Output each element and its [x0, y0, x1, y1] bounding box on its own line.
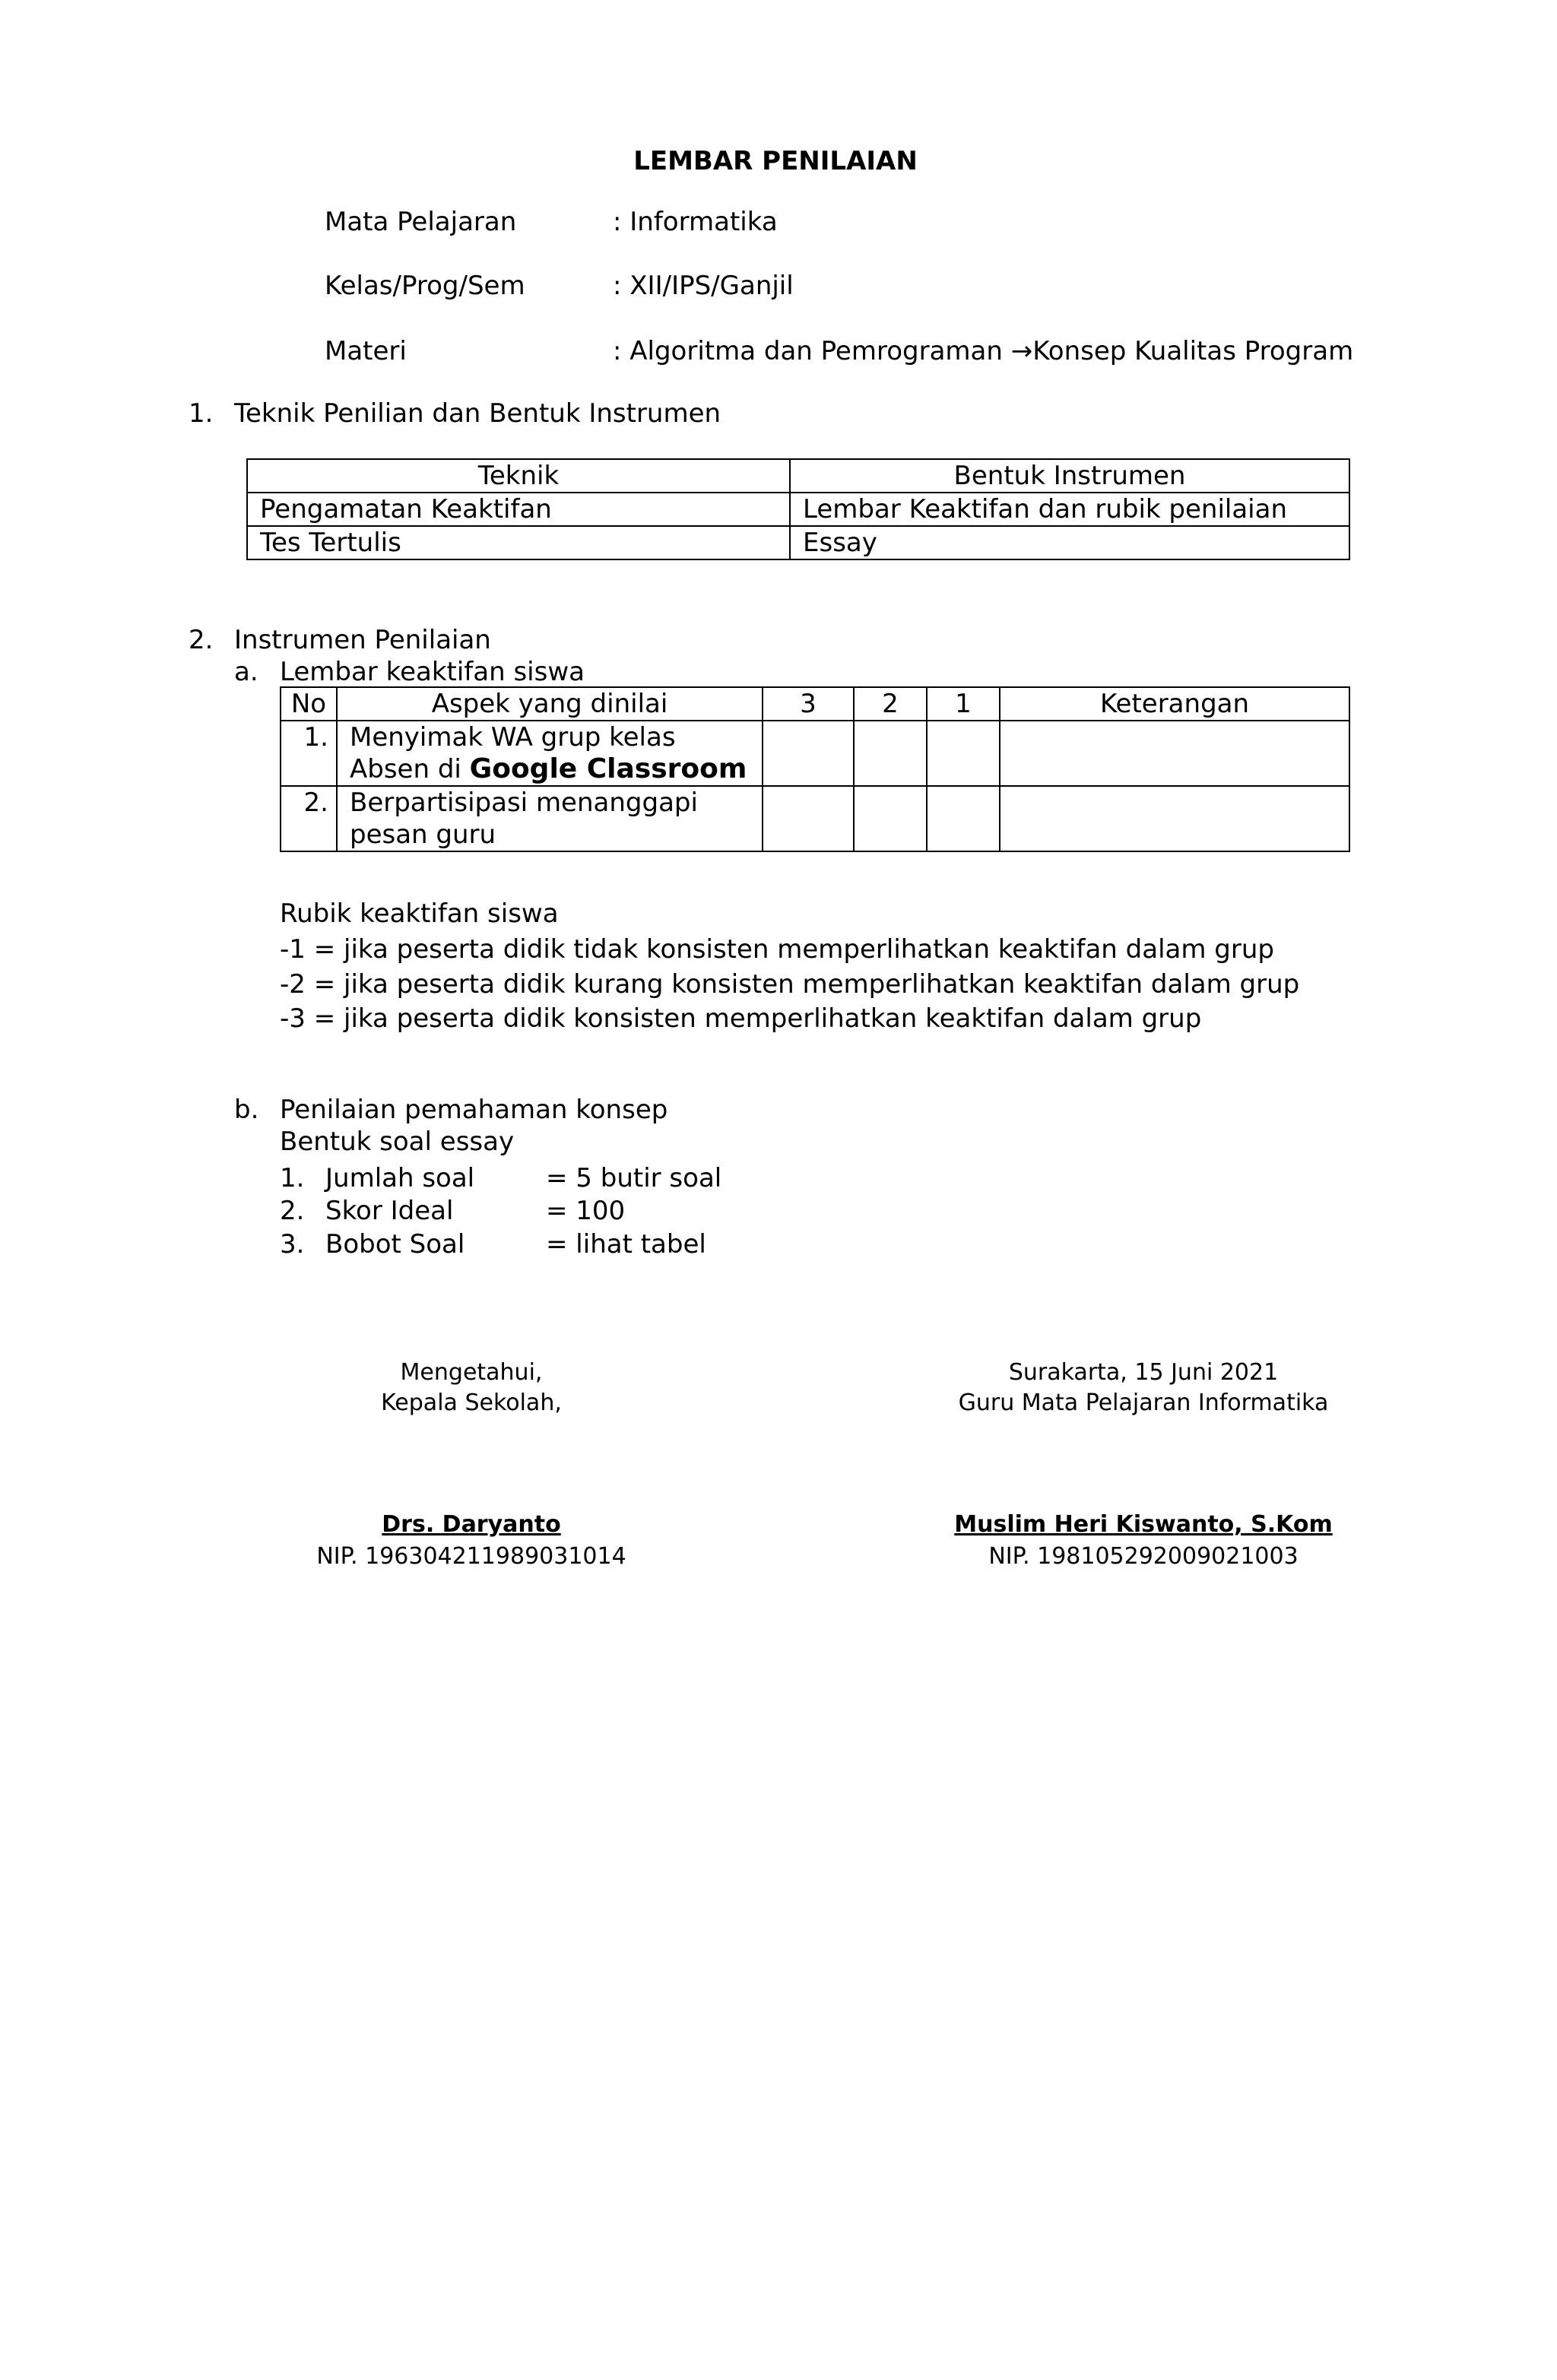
signature-left-line1: Mengetahui,: [400, 1359, 543, 1386]
table-header-aspect: Aspek yang dinilai: [337, 687, 763, 721]
table-row: [281, 721, 1349, 786]
list-item-number: 1.: [280, 1163, 305, 1193]
activity-table: [280, 686, 1350, 852]
section2b-heading: Penilaian pemahaman konsep: [280, 1095, 668, 1125]
signature-right-line1: Surakarta, 15 Juni 2021: [1008, 1359, 1279, 1386]
table-cell-aspect: [337, 721, 763, 786]
aspect-line: Berpartisipasi menanggapi: [350, 788, 698, 818]
meta-label-material: Materi: [325, 336, 407, 366]
signature-right-line2: Guru Mata Pelajaran Informatika: [958, 1390, 1329, 1416]
table-cell: [927, 721, 1000, 786]
table-cell: Essay: [790, 526, 1349, 559]
list-item-value: = 100: [546, 1196, 626, 1226]
table-header-row: [281, 687, 1349, 721]
table-header-score3: 3: [763, 687, 854, 721]
list-item-label: Jumlah soal: [325, 1163, 475, 1193]
table-header: Teknik: [247, 459, 790, 493]
section2-heading: Instrumen Penilaian: [234, 625, 491, 655]
table-header-score1: 1: [927, 687, 1000, 721]
aspect-line: [350, 753, 750, 785]
table-cell: [927, 786, 1000, 851]
table-cell: [1000, 721, 1349, 786]
rubric-item: -3 = jika peserta didik konsisten memperlihatkan keaktifan dalam grup: [280, 1003, 1202, 1034]
section2-number: 2.: [189, 625, 214, 655]
section2b-subheading: Bentuk soal essay: [280, 1127, 515, 1157]
table-cell: [854, 721, 927, 786]
rubric-title: Rubik keaktifan siswa: [280, 898, 559, 929]
signature-right-nip: NIP. 198105292009021003: [988, 1543, 1299, 1570]
table-cell: [763, 721, 854, 786]
meta-value-class: : XII/IPS/Ganjil: [613, 271, 794, 301]
aspect-text: Absen di: [350, 754, 470, 784]
table-cell: [763, 786, 854, 851]
table-cell-no: 2.: [281, 786, 337, 851]
table-header: Bentuk Instrumen: [790, 459, 1349, 493]
table-header-no: No: [281, 687, 337, 721]
meta-label-class: Kelas/Prog/Sem: [325, 271, 525, 301]
table-cell: Lembar Keaktifan dan rubik penilaian: [790, 493, 1349, 526]
aspect-line: pesan guru: [350, 819, 496, 850]
section1-number: 1.: [189, 398, 214, 429]
signature-left-name: Drs. Daryanto: [382, 1511, 561, 1538]
table-header-notes: Keterangan: [1000, 687, 1349, 721]
aspect-bold-text: Google Classroom: [469, 753, 747, 784]
section2b-letter: b.: [234, 1095, 259, 1125]
rubric-item: -2 = jika peserta didik kurang konsisten memperlihatkan keaktifan dalam grup: [280, 969, 1300, 1000]
aspect-line: Menyimak WA grup kelas: [350, 722, 676, 753]
table-row: [247, 493, 1349, 526]
table-cell-aspect: [337, 786, 763, 851]
meta-label-subject: Mata Pelajaran: [325, 207, 517, 237]
list-item-value: = 5 butir soal: [546, 1163, 722, 1193]
rubric-item: -1 = jika peserta didik tidak konsisten memperlihatkan keaktifan dalam grup: [280, 934, 1274, 965]
meta-value-material: : Algoritma dan Pemrograman →Konsep Kualitas Program: [613, 336, 1354, 366]
table-cell: Pengamatan Keaktifan: [247, 493, 790, 526]
list-item-value: = lihat tabel: [546, 1229, 706, 1260]
table-header-row: [247, 459, 1349, 493]
section1-heading: Teknik Penilian dan Bentuk Instrumen: [234, 398, 721, 429]
technique-table: [246, 458, 1350, 560]
list-item-number: 3.: [280, 1229, 305, 1260]
table-cell: Tes Tertulis: [247, 526, 790, 559]
table-cell: [854, 786, 927, 851]
meta-value-subject: : Informatika: [613, 207, 778, 237]
section2a-heading: Lembar keaktifan siswa: [280, 657, 585, 687]
signature-right-name: Muslim Heri Kiswanto, S.Kom: [954, 1511, 1333, 1538]
table-cell: [1000, 786, 1349, 851]
table-header-score2: 2: [854, 687, 927, 721]
table-row: [247, 526, 1349, 559]
table-cell-no: 1.: [281, 721, 337, 786]
list-item-number: 2.: [280, 1196, 305, 1226]
list-item-label: Skor Ideal: [325, 1196, 454, 1226]
list-item-label: Bobot Soal: [325, 1229, 465, 1260]
signature-left-line2: Kepala Sekolah,: [381, 1390, 562, 1416]
page-title: LEMBAR PENILAIAN: [633, 146, 918, 176]
table-row: [281, 786, 1349, 851]
signature-left-nip: NIP. 196304211989031014: [316, 1543, 626, 1570]
section2a-letter: a.: [234, 657, 258, 687]
